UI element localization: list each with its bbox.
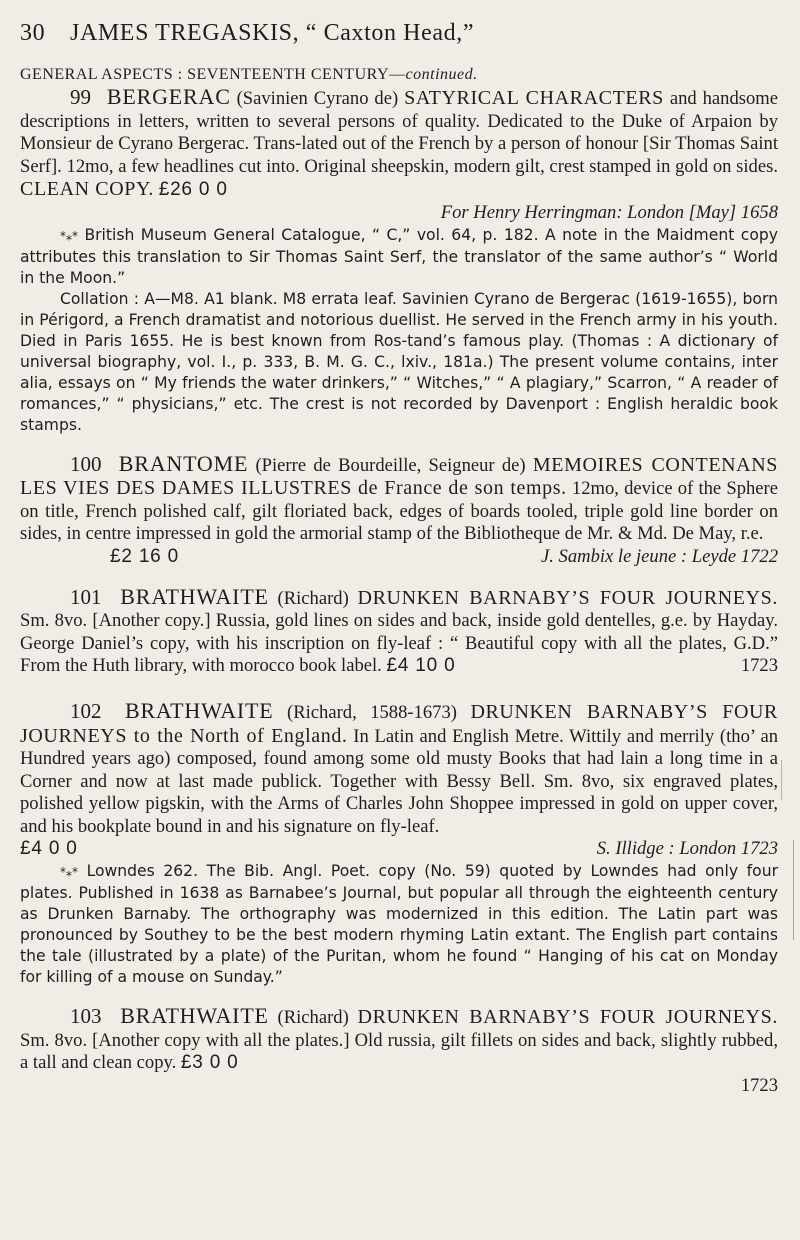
entry-title: DRUNKEN BARNABY’S FOUR JOURNEYS. — [357, 1006, 778, 1029]
entry-note — [20, 225, 778, 289]
lot-number: 102 — [70, 698, 102, 723]
entry-price: £4 10 0 — [386, 655, 456, 677]
margin-rule — [793, 840, 794, 940]
entry-author-detail: (Richard, 1588-1673) — [287, 701, 457, 723]
entry-title: SATYRICAL CHARACTERS — [404, 87, 664, 109]
entry-imprint — [20, 838, 778, 861]
entry-note-text: Lowndes 262. The Bib. Angl. Poet. copy (No. 59) quoted by Lowndes had only four plates. Published in 1638 as Barnabee’s Journal, but popular all through the eighteenth century as Drunken Barnaby. The orthography was modernized in this edition. The Latin part was pronounced by Southey to be the best modern rhyming Latin extant. The English part contains the tale (illustrated by a plate) of the Puritan, whom he found “ Hanging of his cat on Monday for killing of a mouse on Sunday.” — [20, 862, 778, 987]
entry-description: Sm. 8vo. [Another copy.] Russia, gold lines on sides and back, inside gold dentelles, g.e. by Hayday. George Daniel’s copy, with his inscription on fly-leaf : “ Beautiful copy with all the plates, G.D.” From the Huth library, with morocco book label. — [20, 610, 778, 677]
lot-number: 103 — [70, 1004, 102, 1029]
entry-author-detail: (Richard) — [277, 1007, 349, 1029]
entry-description: Sm. 8vo. [Another copy with all the plates.] Old russia, gilt fillets on sides and back, slightly rubbed, a tall and clean copy. — [20, 1029, 778, 1074]
entry-price: £4 0 0 — [20, 838, 78, 860]
section-heading-text: GENERAL ASPECTS : SEVENTEENTH CENTURY— — [20, 66, 406, 83]
entry-imprint-text: 1723 — [740, 655, 778, 677]
entry-description: In Latin and English Metre. Wittily and merrily (tho’ an Hundred years ago) composed, found among some old musty Books that had lain a long time in a Corner and now at last made publick. Together with Bessy Bell. Sm. 8vo, six engraved plates, polished yellow pigskin, with the Arms of Charles John Shoppee impressed in gold on upper cover, and his bookplate bound in and his signature on fly-leaf. — [20, 725, 778, 837]
catalogue-entry-103 — [20, 1005, 778, 1097]
entry-title: MEMOIRES CONTENANS LES VIES DES DAMES ILLUSTRES de France de son temps. — [20, 453, 778, 500]
entry-author: BRATHWAITE — [120, 1003, 269, 1029]
catalogue-entry-100 — [20, 450, 778, 569]
entry-imprint-text: S. Illidge : London 1723 — [596, 838, 778, 860]
entry-author: BERGERAC — [106, 84, 231, 109]
running-title: JAMES TREGASKIS, “ Caxton Head,” — [70, 20, 475, 46]
entry-description: and handsome descriptions in letters, written to several persons of quality. Dedicated to the Duke of Arpaion by Monsieur de Cyrano Bergerac. Trans-lated out of the French by a person of honour [Sir Thomas Saint Serf]. 12mo, a few headlines cut into. Original sheepskin, modern gilt, crest stamped in gold on sides. — [20, 88, 778, 177]
section-heading-continued: continued. — [405, 66, 478, 83]
entry-author: BRATHWAITE — [124, 697, 274, 723]
catalogue-entry-99 — [20, 86, 778, 436]
entry-author: BRANTOME — [118, 450, 249, 476]
entry-imprint-text: 1723 — [740, 1074, 778, 1096]
entry-title: DRUNKEN BARNABY’S FOUR JOURNEYS to the North of England. — [20, 700, 778, 747]
entry-note — [20, 861, 778, 988]
catalogue-entry-102 — [20, 697, 778, 988]
lot-number: 99 — [70, 85, 91, 109]
entry-imprint-text: J. Sambix le jeune : Leyde 1722 — [541, 545, 778, 567]
entry-collation: Collation : A—M8. A1 blank. M8 errata leaf. Savinien Cyrano de Bergerac (1619-1655), born in Périgord, a French dramatist and notorious duellist. He served in the French army in his youth. Died in Paris 1655. He is best known from Ros-tand’s famous play. (Thomas : A dictionary of universal biography, vol. I., p. 333, B. M. G. C., lxiv., 181a.) The present volume contains, inter alia, essays on “ My friends the water drinkers,” “ Witches,” “ A plagiary,” Scarron, “ A reader of romances,” “ physicians,” etc. The crest is not recorded by Davenport : English heraldic book stamps. — [20, 289, 778, 434]
entry-author: BRATHWAITE — [120, 583, 269, 609]
entry-author-detail: (Savinien Cyrano de) — [236, 88, 399, 109]
entry-note-text: British Museum General Catalogue, “ C,” vol. 64, p. 182. A note in the Maidment copy attributes this translation to Sir Thomas Saint Serf, the translator of the same author’s “ World in the Moon.” — [20, 225, 778, 287]
margin-rule — [781, 760, 782, 800]
entry-imprint — [20, 202, 778, 225]
page-number: 30 — [20, 20, 46, 46]
entry-price: £3 0 0 — [180, 1052, 239, 1074]
entry-description: 12mo, device of the Sphere on title, French polished calf, gilt floriated back, edges of boards tooled, triple gold line border on sides, in centre impressed in gold the armorial stamp of the Bibliotheque de Mr. & Md. De May, r.e. — [20, 478, 778, 545]
entry-imprint-text: For Henry Herringman: London [May] 1658 — [440, 201, 778, 223]
entry-imprint — [20, 1075, 778, 1098]
lot-number: 100 — [70, 451, 102, 476]
note-marker-icon: *⁎* — [60, 228, 78, 243]
entry-author-detail: (Pierre de Bourdeille, Seigneur de) — [255, 454, 526, 476]
lot-number: 101 — [70, 584, 102, 609]
section-heading — [20, 64, 778, 86]
catalogue-entry-101 — [20, 583, 778, 678]
entry-title: DRUNKEN BARNABY’S FOUR JOURNEYS. — [357, 586, 778, 609]
entry-title-2: CLEAN COPY. — [20, 178, 155, 201]
entry-price: £26 0 0 — [158, 179, 228, 201]
entry-author-detail: (Richard) — [277, 587, 349, 609]
entry-imprint — [20, 546, 778, 569]
running-head — [20, 18, 778, 48]
entry-price: £2 16 0 — [110, 545, 179, 567]
note-marker-icon: *⁎* — [60, 865, 78, 880]
